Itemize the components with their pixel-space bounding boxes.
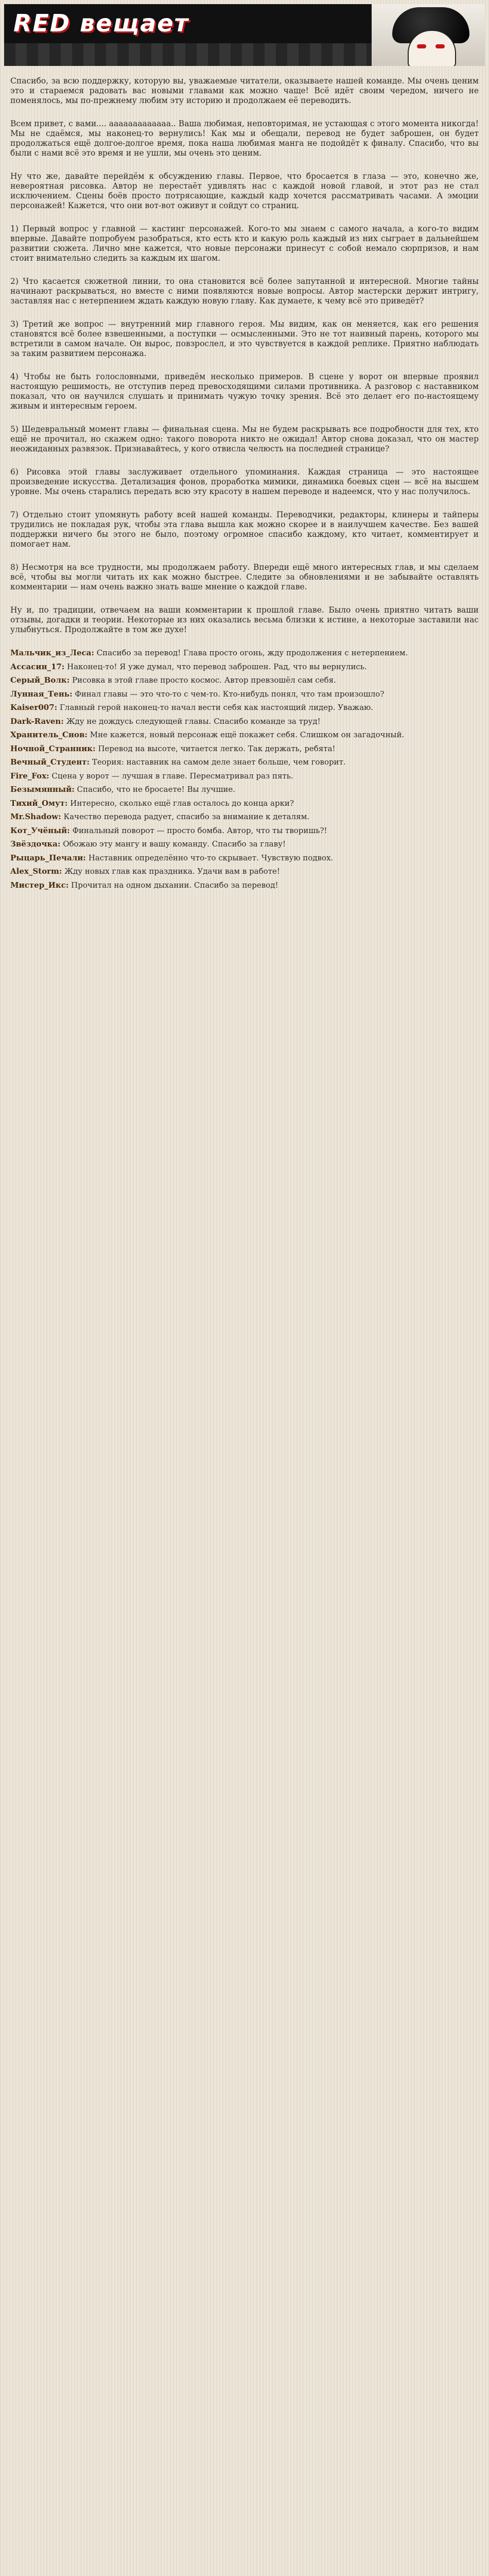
paragraph: 5) Шедевральный момент главы — финальная сцена. Мы не будем раскрывать все подробности для тех, кто ещё не прочитал, но скажем одно: такого поворота никто не ожидал! Автор снова доказал, что он мастер неожиданных развязок. Признавайтесь, у кого отвисла челюсть на последней странице? (10, 425, 479, 453)
comment-text: Спасибо, что не бросаете! Вы лучшие. (77, 785, 236, 794)
paragraph: 4) Чтобы не быть голословными, приведём несколько примеров. В сцене у ворот он впервые проявил настоящую решимость, не отступив перед превосходящими силами противника. А разговор с наставником показал, что он научился слушать и принимать чужую точку зрения. Всё это делает его по-настоящему живым и интересным героем. (10, 372, 479, 411)
comment-author: Лунная_Тень: (10, 689, 73, 699)
paragraph: 2) Что касается сюжетной линии, то она становится всё более запутанной и интересной. Многие тайны начинают раскрываться, но вместе с ними появляются новые вопросы. Автор мастерски держит интригу, заставляя нас с нетерпением ждать каждую новую главу. Как думаете, к чему всё это приведёт? (10, 277, 479, 306)
comment-text: Перевод на высоте, читается легко. Так держать, ребята! (98, 743, 336, 753)
comment-author: Mr.Shadow: (10, 812, 61, 821)
comment-item (10, 785, 479, 794)
comment-text: Сцена у ворот — лучшая в главе. Пересматривал раз пять. (51, 771, 293, 781)
header-title: RED вещает (13, 9, 189, 37)
comment-text: Интересно, сколько ещё глав осталось до конца арки? (70, 798, 294, 808)
comment-author: Звёздочка: (10, 839, 61, 849)
comment-item (10, 839, 479, 849)
comment-author: Ночной_Странник: (10, 743, 96, 753)
comment-author: Кот_Учёный: (10, 825, 70, 835)
comment-item (10, 662, 479, 672)
comment-text: Прочитал на одном дыхании. Спасибо за перевод! (71, 880, 278, 890)
comment-item (10, 648, 479, 658)
comment-author: Мистер_Икс: (10, 880, 69, 890)
comment-author: Рыцарь_Печали: (10, 853, 86, 862)
comment-text: Главный герой наконец-то начал вести себя как настоящий лидер. Уважаю. (59, 703, 374, 712)
paragraph: 1) Первый вопрос у главной — кастинг персонажей. Кого-то мы знаем с самого начала, а кого-то видим впервые. Давайте попробуем разобраться, кто есть кто и какую роль каждый из них сыграет в дальнейшем развитии сюжета. Лично мне кажется, что новые персонажи принесут с собой немало сюрпризов, и нам стоит внимательно следить за каждым их шагом. (10, 224, 479, 263)
comment-text: Наставник определённо что-то скрывает. Чувствую подвох. (88, 853, 334, 862)
comment-list (10, 648, 479, 890)
comment-author: Мальчик_из_Леса: (10, 648, 94, 657)
paragraph: Всем привет, с вами.... ааааааааааааа.. Ваша любимая, неповторимая, не устающая с этого момента никогда! Мы не сдаёмся, мы наконец-то вернулись! Как мы и обещали, перевод не будет заброшен, он будет продолжаться ещё долгое-долгое время, пока наша любимая манга не подойдёт к финалу. Спасибо, что вы были с нами всё это время и не ушли, мы очень это ценим. (10, 119, 479, 158)
comment-text: Финальный поворот — просто бомба. Автор, что ты творишь?! (72, 825, 327, 835)
comment-item (10, 853, 479, 863)
paragraph: 7) Отдельно стоит упомянуть работу всей нашей команды. Переводчики, редакторы, клинеры и тайперы трудились не покладая рук, чтобы эта глава вышла как можно скорее и в наилучшем качестве. Без вашей поддержки ничего бы этого не было, поэтому огромное спасибо каждому, кто читает, комментирует и помогает нам. (10, 510, 479, 549)
comment-text: Рисовка в этой главе просто космос. Автор превзошёл сам себя. (72, 675, 336, 685)
comment-item (10, 771, 479, 781)
article-body (10, 76, 479, 894)
comment-author: Безымянный: (10, 785, 75, 794)
comment-text: Теория: наставник на самом деле знает больше, чем говорит. (92, 757, 346, 767)
comment-item (10, 880, 479, 890)
comment-author: Вечный_Студент: (10, 757, 90, 767)
comment-item (10, 730, 479, 740)
paragraph-intro: Спасибо, за всю поддержку, которую вы, уважаемые читатели, оказываете нашей команде. Мы очень ценим это и стараемся радовать вас новыми главами как можно чаще! Всё идёт своим чередом, ничего не поменялось, мы по-прежнему любим эту историю и продолжаем её переводить. (10, 76, 479, 105)
comment-text: Финал главы — это что-то с чем-то. Кто-нибудь понял, что там произошло? (75, 689, 385, 699)
comment-text: Мне кажется, новый персонаж ещё покажет себя. Слишком он загадочный. (90, 730, 405, 739)
comment-item (10, 826, 479, 836)
comment-text: Спасибо за перевод! Глава просто огонь, жду продолжения с нетерпением. (96, 648, 408, 657)
comment-item (10, 812, 479, 822)
comment-item (10, 689, 479, 699)
paragraph: Ну и, по традиции, отвечаем на ваши комментарии к прошлой главе. Было очень приятно читать ваши отзывы, догадки и теории. Некоторые из них оказались весьма близки к истине, а некоторые заставили нас улыбнуться. Продолжайте в том же духе! (10, 605, 479, 634)
comment-author: Ассасин_17: (10, 662, 65, 671)
comment-author: Kaiser007: (10, 703, 58, 712)
comment-text: Наконец-то! Я уже думал, что перевод заброшен. Рад, что вы вернулись. (67, 662, 367, 671)
comment-item (10, 799, 479, 808)
paragraph: 8) Несмотря на все трудности, мы продолжаем работу. Впереди ещё много интересных глав, и мы сделаем всё, чтобы вы могли читать их как можно быстрее. Следите за обновлениями и не забывайте оставлять комментарии — нам очень важно знать ваше мнение о каждой главе. (10, 563, 479, 591)
comment-text: Жду не дождусь следующей главы. Спасибо команде за труд! (66, 716, 321, 726)
comment-text: Жду новых глав как праздника. Удачи вам в работе! (64, 867, 280, 876)
comment-author: Dark-Raven: (10, 716, 64, 726)
paragraph: 6) Рисовка этой главы заслуживает отдельного упоминания. Каждая страница — это настоящее произведение искусства. Детализация фонов, проработка мимики, динамика боевых сцен — всё на высшем уровне. Мы очень старались передать всю эту красоту в нашем переводе и надеемся, что у нас получилось. (10, 467, 479, 496)
comment-item (10, 703, 479, 713)
comment-text: Обожаю эту мангу и вашу команду. Спасибо за главу! (63, 839, 286, 849)
comment-item (10, 757, 479, 767)
comment-item (10, 717, 479, 726)
paragraph: Ну что же, давайте перейдём к обсуждению главы. Первое, что бросается в глаза — это, конечно же, невероятная рисовка. Автор не перестаёт удивлять нас с каждой новой главой, и этот раз не стал исключением. Сцены боёв просто потрясающие, каждый кадр хочется рассматривать часами. А эмоции персонажей! Кажется, что они вот-вот оживут и сойдут со страниц. (10, 172, 479, 210)
header-character-art (372, 4, 485, 66)
comment-author: Alex_Storm: (10, 867, 62, 876)
comment-text: Качество перевода радует, спасибо за внимание к деталям. (63, 812, 310, 821)
comment-author: Хранитель_Снов: (10, 730, 88, 739)
comment-author: Тихий_Омут: (10, 798, 68, 808)
comment-item (10, 675, 479, 685)
paragraph: 3) Третий же вопрос — внутренний мир главного героя. Мы видим, как он меняется, как его решения становятся всё более взвешенными, а поступки — осмысленными. Это не тот наивный парень, которого мы встретили в самом начале. Он вырос, повзрослел, и это чувствуется в каждой реплике. Приятно наблюдать за таким развитием персонажа. (10, 319, 479, 358)
comment-author: Серый_Волк: (10, 675, 70, 685)
comment-item (10, 867, 479, 876)
header-banner (4, 4, 485, 66)
comment-item (10, 744, 479, 754)
comment-author: Fire_Fox: (10, 771, 49, 781)
